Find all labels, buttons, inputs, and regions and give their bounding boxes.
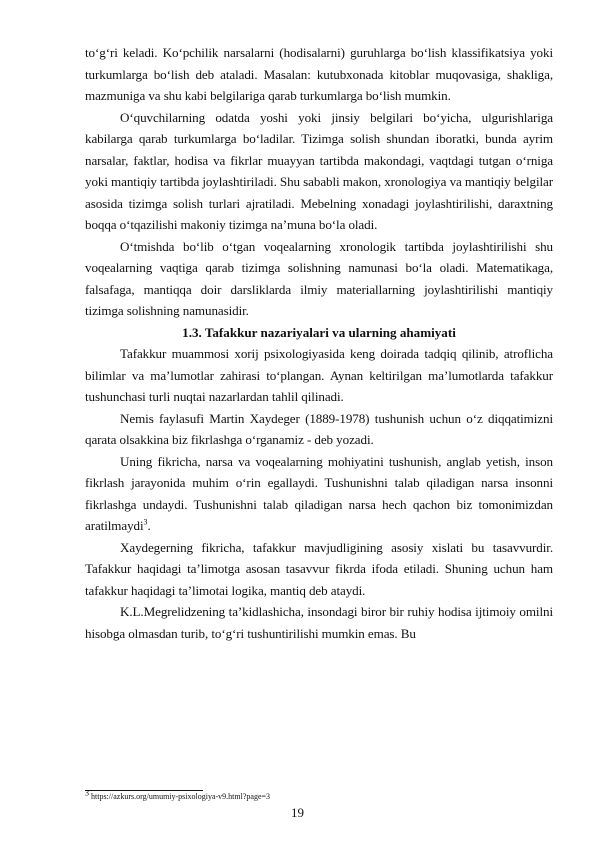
paragraph-representation: Xaydegerning fikricha, tafakkur mavjudligining asosiy xislati bu tasavvurdir. Tafakkur haqidagi ta’limotga asosan tasavvur fikrda ifoda etiladi. Shuning uchun ham tafakkur haqidagi ta’limotai logika, mantiq deb ataydi. [85,539,553,598]
paragraph-megrelidze: K.L.Megrelidzening ta’kidlashicha, insondagi biror bir ruhiy hodisa ijtimoiy omilni hisobga olmasdan turib, to‘g‘ri tushuntirilishi mumkin emas. Bu [85,604,553,641]
page-number: 19 [291,805,304,820]
paragraph-heidegger: Nemis faylasufi Martin Xaydeger (1889-1978) tushunish uchun o‘z diqqatimizni qarata olsakkina biz fikrlashga o‘rganamiz - deb yozadi. [85,410,553,447]
paragraph-chronology: O‘tmishda bo‘lib o‘tgan voqealarning xronologik tartibda joylashtirilishi shu voqealarning vaqtiga qarab tizimga solishning namunasi bo‘la oladi. Matematikaga, falsafaga, mantiqqa doir darsliklarda ilmiy materiallarning joylashtirilishi mantiqiy tizimga solishning namunasidir. [85,238,553,318]
footnote [85,788,553,802]
footnote-link[interactable]: https://azkurs.org/umumiy-psixologiya-v9.html?page=3 [89,792,271,801]
page-body [85,42,553,644]
paragraph-understanding [85,451,553,537]
footnote-reference[interactable]: 3 [143,517,148,527]
paragraph-pupils-grouping: O‘quvchilarning odatda yoshi yoki jinsiy belgilari bo‘yicha, ulgurishlariga kabilarga qarab turkumlarga bo‘ladilar. Tizimga solish shundan iboratki, bunda ayrim narsalar, faktlar, hodisa va fikrlar muayyan tartibda makondagi, vaqtdagi tutgan o‘rniga yoki mantiqiy tartibda joylashtiriladi. Shu sababli makon, xronologiya va mantiqiy belgilar asosida tizimga solish turlari ajratiladi. Mebelning xonadagi joylashtirilishi, daraxtning boqqa o‘tqazilishi makoniy tizimga na’muna bo‘la oladi. [85,109,554,232]
paragraph-understanding-end: . [147,518,151,533]
footnote-divider [85,790,203,791]
paragraph-classification: to‘g‘ri keladi. Ko‘pchilik narsalarni (hodisalarni) guruhlarga bo‘lish klassifikatsiya yoki turkumlarga bo‘lish deb ataladi. Masalan: kutubxonada kitoblar muqovasiga, shakliga, mazmuniga va shu kabi belgilariga qarab turkumlarga bo‘lish mumkin. [85,45,553,103]
section-heading: 1.3. Tafakkur nazariyalari va ularning ahamiyati [182,324,456,340]
paragraph-thinking-problem: Tafakkur muammosi xorij psixologiyasida keng doirada tadqiq qilinib, atroflicha bilimlar va ma’lumotlar zahirasi to‘plangan. Aynan keltirilgan ma’lumotlarda tafakkur tushunchasi turli nuqtai nazarlardan tahlil qilinadi. [85,346,553,404]
paragraph-understanding-text: Uning fikricha, narsa va voqealarning mohiyatini tushunish, anglab yetish, inson fikrlash jarayonida muhim o‘rin egallaydi. Tushunishni talab qiladigan narsa insonni fikrlashga undaydi. Tushunishni talab qiladigan narsa hech qachon biz tomonimizdan aratilmaydi [85,453,553,533]
footnote-marker: 3 [85,788,89,798]
